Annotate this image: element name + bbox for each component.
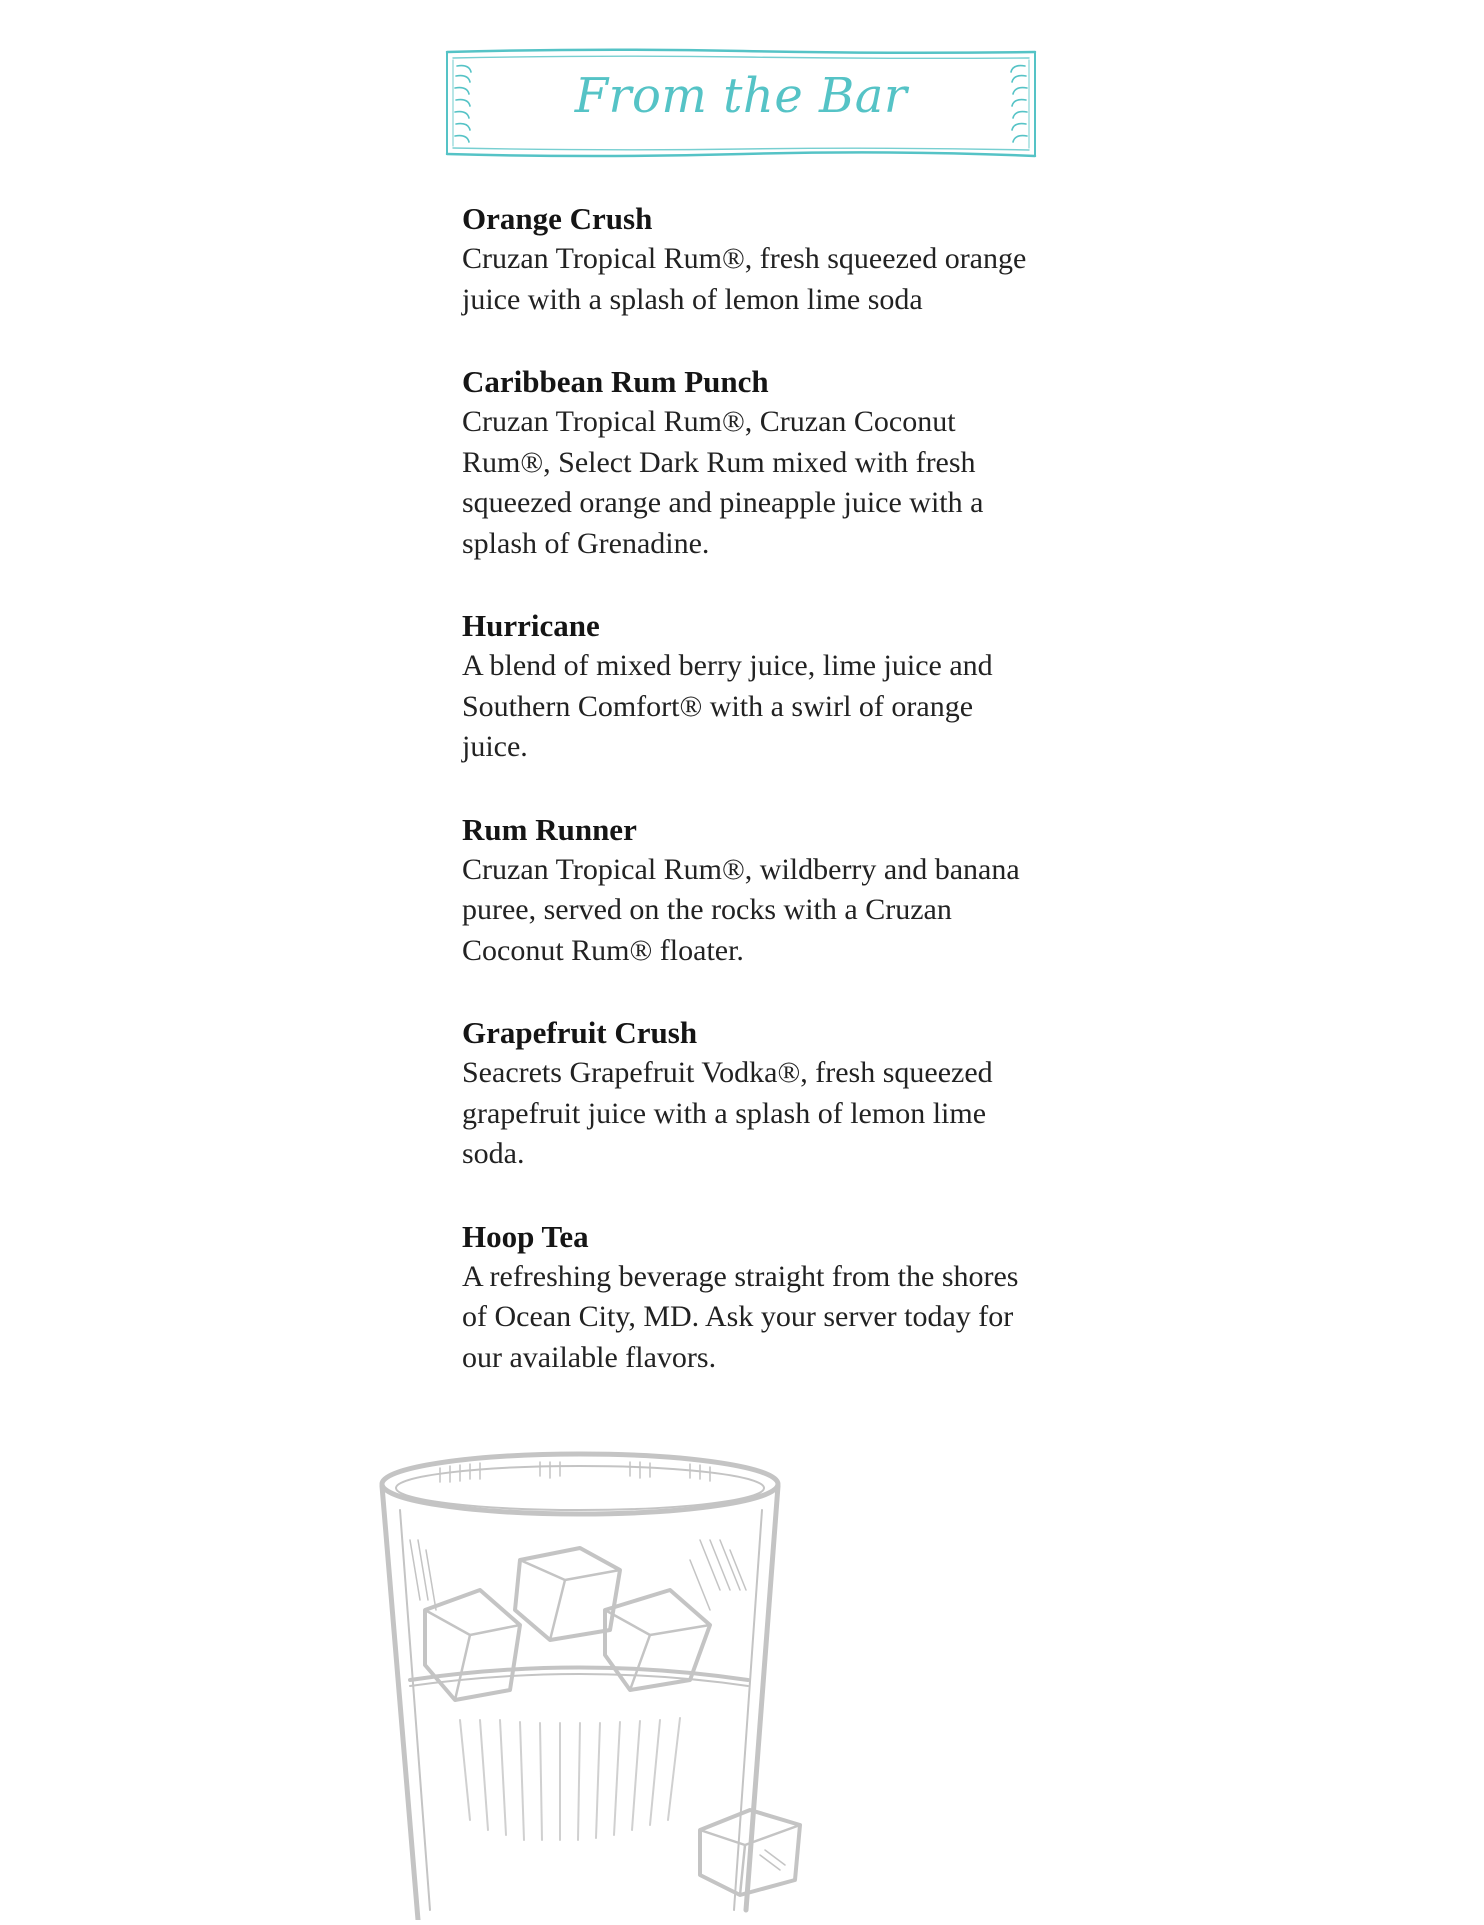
menu-item-name: Orange Crush	[462, 201, 653, 236]
menu-item	[462, 1012, 1042, 1175]
menu-item-name: Hurricane	[462, 608, 600, 643]
menu-item-description: Cruzan Tropical Rum®, fresh squeezed orange juice with a splash of lemon lime soda	[462, 242, 1027, 316]
menu-item-description: A refreshing beverage straight from the shores of Ocean City, MD. Ask your server today for our available flavors.	[462, 1259, 1019, 1374]
menu-item-description: Seacrets Grapefruit Vodka®, fresh squeezed grapefruit juice with a splash of lemon lime soda.	[462, 1056, 993, 1170]
menu-item	[462, 361, 1042, 564]
menu-item-description: Cruzan Tropical Rum®, Cruzan Coconut Rum®, Select Dark Rum mixed with fresh squeezed orange and pineapple juice with a splash of Grenadine.	[462, 405, 984, 560]
page-title: From the Bar	[574, 68, 908, 124]
menu-item-name: Grapefruit Crush	[462, 1015, 698, 1050]
menu-item	[462, 198, 1042, 320]
menu-item	[462, 1216, 1042, 1379]
menu-item	[462, 809, 1042, 972]
drink-menu-list	[462, 198, 1042, 1419]
menu-item-description: A blend of mixed berry juice, lime juice and Southern Comfort® with a swirl of orange juice.	[462, 649, 993, 763]
title-banner	[443, 46, 1039, 166]
menu-item-name: Rum Runner	[462, 811, 637, 847]
menu-item-name: Caribbean Rum Punch	[462, 364, 769, 399]
menu-item	[462, 605, 1042, 768]
menu-item-name: Hoop Tea	[462, 1218, 589, 1254]
glass-drawing	[370, 1440, 870, 1920]
menu-item-description: Cruzan Tropical Rum®, wildberry and banana puree, served on the rocks with a Cruzan Coconut Rum® floater.	[462, 852, 1020, 967]
rocks-glass-with-ice-icon	[370, 1440, 870, 1920]
